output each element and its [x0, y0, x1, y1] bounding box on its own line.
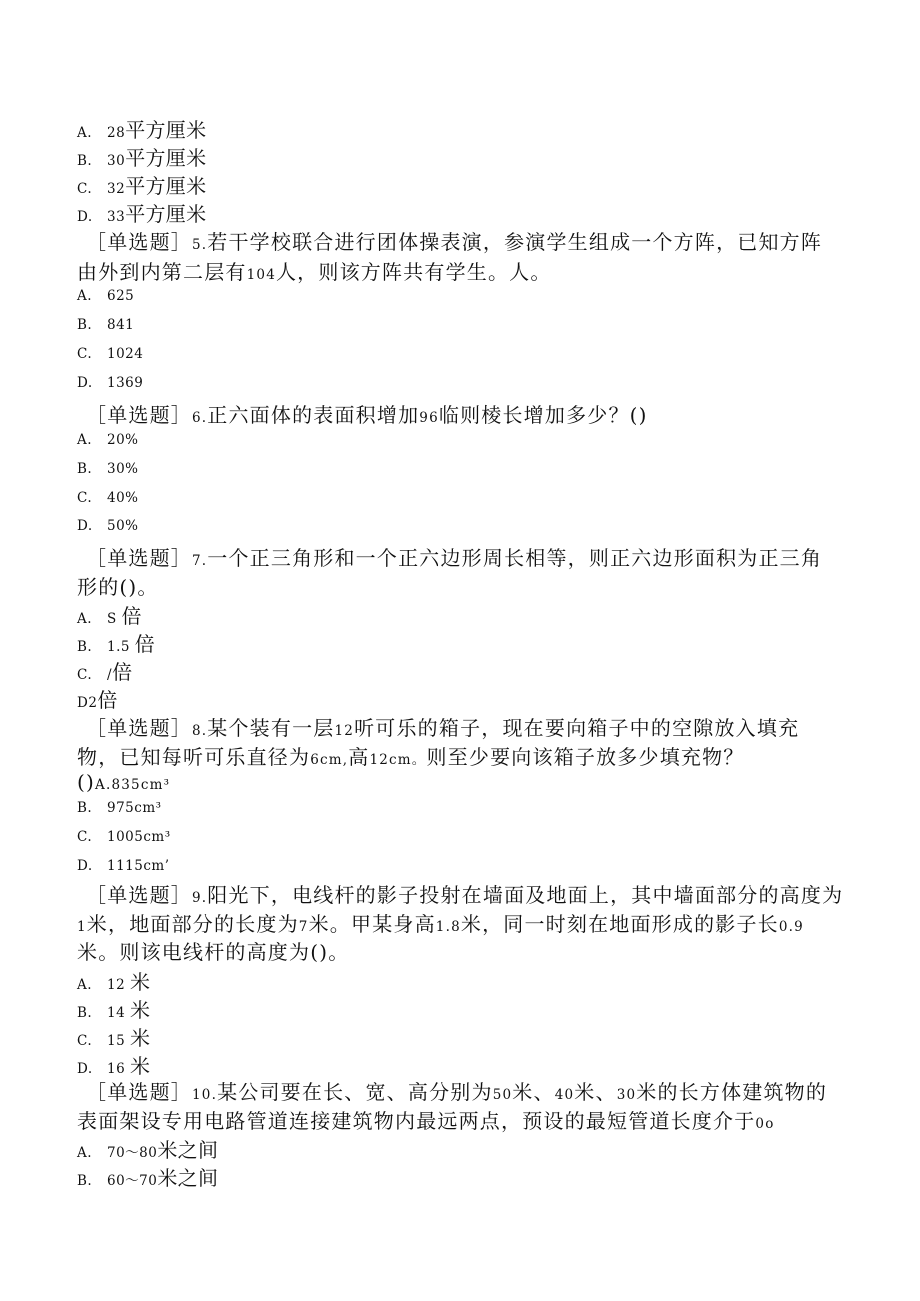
- q5-option-a: A. 625: [77, 288, 135, 304]
- q8-option-d: D. 1115cm’: [77, 858, 170, 874]
- q10-option-b: B. 60～70米之间: [77, 1166, 219, 1190]
- q7-option-b: B. 1.5 倍: [77, 632, 156, 656]
- q5-option-d: D. 1369: [77, 375, 144, 391]
- q8-option-c: C. 1005cm³: [77, 829, 171, 845]
- q4-option-c: C. 32平方厘米: [77, 174, 207, 198]
- q6-option-a: A. 20%: [77, 432, 139, 448]
- q9-text-line3: 米。则该电线杆的高度为()。: [77, 940, 350, 964]
- q4-option-a: A. 28平方厘米: [77, 118, 207, 142]
- q8-text-line2: 物，已知每听可乐直径为6cm,高12cm。则至少要向该箱子放多少填充物？: [77, 745, 745, 769]
- q9-text-line2: 1米，地面部分的长度为7米。甲某身高1.8米，同一时刻在地面形成的影子长0.9: [77, 912, 804, 936]
- q6-option-d: D. 50%: [77, 518, 139, 534]
- q7-text-line1: ［单选题］7.一个正三角形和一个正六边形周长相等，则正六边形面积为正三角: [86, 546, 823, 570]
- q7-option-d: D2倍: [77, 688, 118, 712]
- q9-option-b: B. 14 米: [77, 998, 151, 1022]
- q9-option-c: C. 15 米: [77, 1026, 151, 1050]
- q8-text-line1: ［单选题］8.某个装有一层12听可乐的箱子，现在要向箱子中的空隙放入填充: [86, 716, 800, 740]
- q4-option-b: B. 30平方厘米: [77, 146, 207, 170]
- q8-text-line3: ()A.835cm³: [77, 770, 171, 794]
- q10-option-a: A. 70～80米之间: [77, 1138, 219, 1162]
- q10-text-line1: ［单选题］10.某公司要在长、宽、高分别为50米、40米、30米的长方体建筑物的: [86, 1080, 828, 1104]
- q9-option-a: A. 12 米: [77, 970, 151, 994]
- q5-text-line1: ［单选题］5.若干学校联合进行团体操表演，参演学生组成一个方阵，已知方阵: [86, 230, 823, 254]
- q5-text-line2: 由外到内第二层有104人，则该方阵共有学生。人。: [77, 260, 552, 284]
- q4-option-d: D. 33平方厘米: [77, 202, 207, 226]
- q5-option-c: C. 1024: [77, 346, 144, 362]
- q6-text-line1: ［单选题］6.正六面体的表面积增加96临则棱长增加多少？(): [86, 403, 648, 427]
- q7-text-line2: 形的()。: [77, 575, 159, 599]
- q6-option-c: C. 40%: [77, 490, 139, 506]
- q6-option-b: B. 30%: [77, 461, 139, 477]
- q5-option-b: B. 841: [77, 317, 135, 333]
- q10-text-line2: 表面架设专用电路管道连接建筑物内最远两点，预设的最短管道长度介于0o: [77, 1109, 775, 1133]
- q9-option-d: D. 16 米: [77, 1054, 151, 1078]
- q7-option-c: C. /倍: [77, 660, 133, 684]
- q8-option-b: B. 975cm³: [77, 800, 162, 816]
- q7-option-a: A. S 倍: [77, 604, 142, 628]
- q9-text-line1: ［单选题］9.阳光下，电线杆的影子投射在墙面及地面上，其中墙面部分的高度为: [86, 883, 844, 907]
